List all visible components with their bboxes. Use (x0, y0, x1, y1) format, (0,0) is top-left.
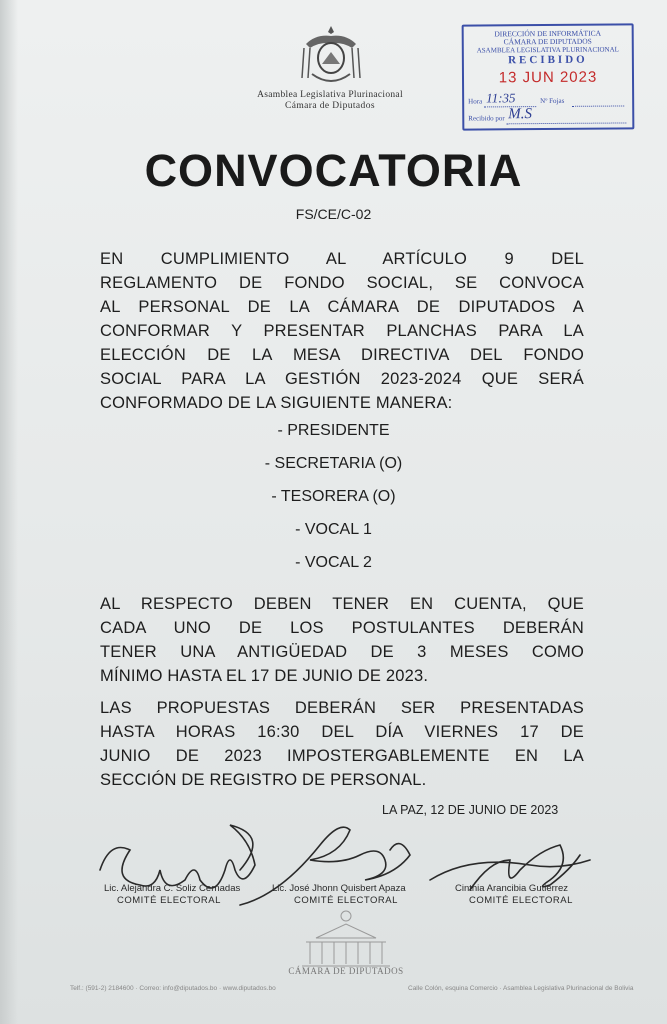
reception-stamp (462, 23, 635, 130)
signature-name-1: Lic. Alejandra C. Soliz Cernadas (104, 883, 241, 894)
footer-contact: Telf.: (591-2) 2184600 · Correo: info@diputados.bo · www.diputados.bo (70, 985, 276, 992)
list-item: - PRESIDENTE (277, 422, 390, 439)
paragraph-line: MÍNIMO HASTA EL 17 DE JUNIO DE 2023. (100, 667, 429, 685)
signature-role-3: COMITÉ ELECTORAL (469, 895, 573, 906)
paragraph-line: TENER UNA ANTIGÜEDAD DE 3 MESES COMO (100, 643, 584, 661)
signature-role-2: COMITÉ ELECTORAL (294, 895, 398, 906)
stamp-received: RECIBIDO (508, 53, 588, 67)
stamp-fojas-label: Nº Fojas (540, 96, 565, 106)
stamp-date: 13 JUN 2023 (498, 68, 598, 87)
paragraph-1 (100, 247, 584, 391)
stamp-divider (572, 105, 624, 106)
list-item: - VOCAL 2 (295, 554, 372, 571)
document-title: CONVOCATORIA (144, 145, 523, 196)
paragraph-line: AL RESPECTO DEBEN TENER EN CUENTA, QUE (100, 595, 584, 613)
stamp-line1: DIRECCIÓN DE INFORMÁTICA (494, 28, 602, 39)
coat-of-arms-icon (298, 24, 364, 86)
stamp-hora-value: 11:35 (486, 90, 516, 106)
paragraph-line: CONFORMADO DE LA SIGUIENTE MANERA: (100, 394, 453, 412)
signature-name-3: Cinthia Arancibia Gutiérrez (455, 883, 568, 894)
paragraph-line: SOCIAL PARA LA GESTIÓN 2023-2024 QUE SERÁ (100, 370, 584, 388)
stamp-hora-label: Hora (468, 97, 483, 106)
building-seal-icon (296, 908, 396, 974)
signature-name-2: Lic. José Jhonn Quisbert Apaza (272, 883, 406, 894)
paragraph-line: CADA UNO DE LOS POSTULANTES DEBERÁN (100, 619, 584, 637)
paragraph-line: REGLAMENTO DE FONDO SOCIAL, SE CONVOCA (100, 274, 584, 292)
paragraph-line: EN CUMPLIMIENTO AL ARTÍCULO 9 DEL (100, 250, 584, 268)
institution-line2: Cámara de Diputados (285, 101, 375, 111)
paragraph-line: AL PERSONAL DE LA CÁMARA DE DIPUTADOS A (100, 298, 584, 316)
list-item: - TESORERA (O) (271, 488, 396, 505)
paragraph-line: SECCIÓN DE REGISTRO DE PERSONAL. (100, 771, 427, 789)
list-item: - SECRETARIA (O) (264, 455, 403, 472)
stamp-line2: CÁMARA DE DIPUTADOS (503, 36, 592, 47)
signature-1-icon (100, 825, 255, 888)
signature-role-1: COMITÉ ELECTORAL (117, 895, 221, 906)
stamp-recibido-value: M.S (508, 106, 533, 123)
paragraph-line: LAS PROPUESTAS DEBERÁN SER PRESENTADAS (100, 699, 584, 717)
paragraph-line: HASTA HORAS 16:30 DEL DÍA VIERNES 17 DE (100, 723, 584, 741)
list-item: - VOCAL 1 (295, 521, 372, 538)
paragraph-2 (100, 592, 584, 664)
stamp-recibido-label: Recibido por (468, 114, 505, 123)
paragraph-3 (100, 696, 584, 768)
stamp-line3: ASAMBLEA LEGISLATIVA PLURINACIONAL (476, 45, 619, 55)
institution-line1: Asamblea Legislativa Plurinacional (257, 90, 403, 100)
paragraph-line: CONFORMAR Y PRESENTAR PLANCHAS PARA LA (100, 322, 584, 340)
paragraph-line: JUNIO DE 2023 IMPOSTERGABLEMENTE EN LA (100, 747, 584, 765)
footer-seal-text: CÁMARA DE DIPUTADOS (288, 966, 404, 976)
paragraph-line: ELECCIÓN DE LA MESA DIRECTIVA DEL FONDO (100, 346, 584, 364)
institution-name (210, 90, 450, 112)
stamp-divider (506, 122, 626, 124)
place-date: LA PAZ, 12 DE JUNIO DE 2023 (382, 803, 559, 817)
footer-address: Calle Colón, esquina Comercio · Asamblea Legislativa Plurinacional de Bolivia (408, 985, 634, 992)
document-code: FS/CE/C-02 (295, 206, 372, 222)
